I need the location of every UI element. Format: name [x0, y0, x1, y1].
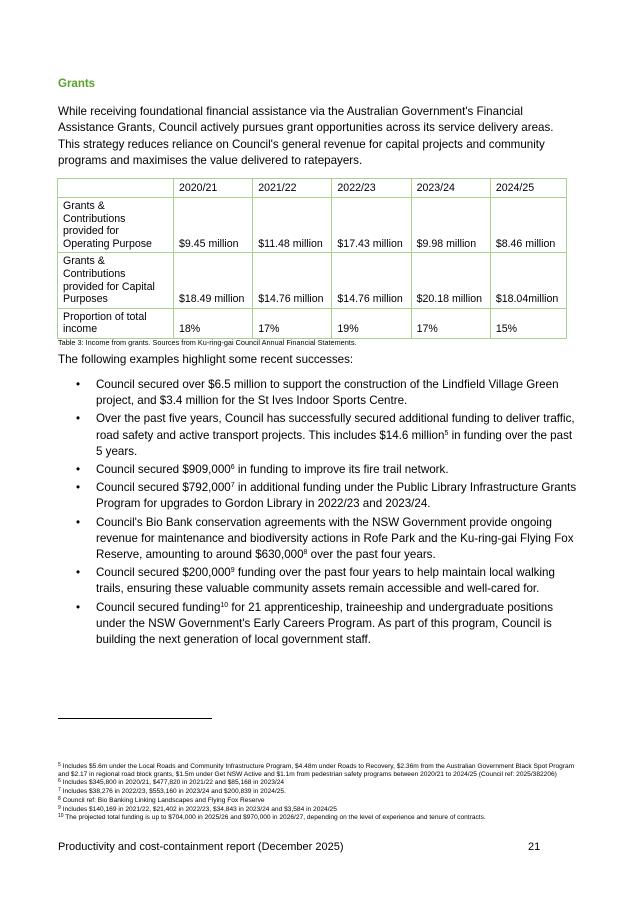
footnote-ref: 9 — [230, 567, 235, 575]
footnote — [58, 762, 576, 778]
footnote-text: Council ref: Bio Banking Linking Landscapes and Flying Fox Reserve — [62, 796, 265, 804]
section-heading: Grants — [58, 78, 96, 90]
table-cell: 18% — [174, 308, 253, 338]
footnote-ref: 7 — [230, 482, 235, 490]
footer-title: Productivity and cost-containment report (December 2025) — [58, 841, 344, 853]
table-header-row — [58, 179, 567, 198]
table-cell: 19% — [332, 308, 411, 338]
grants-table — [57, 178, 567, 339]
footnote — [58, 778, 576, 787]
footnote-number: 6 — [58, 778, 61, 785]
footnote — [58, 796, 576, 805]
list-item — [58, 515, 578, 564]
footnote-divider — [58, 718, 212, 719]
table-cell: 17% — [411, 308, 490, 338]
footnote-ref: 5 — [444, 429, 449, 437]
table-cell: $11.48 million — [253, 198, 332, 253]
table-cell: $9.45 million — [174, 198, 253, 253]
footnotes — [58, 762, 576, 822]
footnote — [58, 787, 576, 796]
table-header-cell: 2022/23 — [332, 179, 411, 198]
table-row — [58, 198, 567, 253]
table-cell: $8.46 million — [490, 198, 566, 253]
list-item — [58, 411, 578, 460]
footnote-ref: 10 — [220, 601, 229, 609]
list-item-text: in additional funding under the Public Library Infrastructure Grants Program for upgrades to Gordon Library in 2022/23 and 2023/24. — [96, 481, 577, 511]
footnote-number: 10 — [58, 813, 64, 820]
intro-paragraph: While receiving foundational financial assistance via the Australian Government's Financial Assistance Grants, Council actively pursues grant opportunities across its service delivery areas. This strategy reduces reliance on Council's general revenue for capital projects and community programs and maximises the value delivered to ratepayers. — [58, 105, 554, 167]
list-item-text: funding over the past four years to help maintain local walking trails, ensuring these valuable community assets remain accessible and well-cared for. — [96, 566, 555, 596]
footnote-number: 7 — [58, 787, 61, 794]
list-item-text: Council secured $792,000 — [96, 481, 231, 495]
footnote-number: 5 — [58, 762, 61, 768]
table-header-cell: 2020/21 — [174, 179, 253, 198]
list-item — [58, 600, 578, 649]
table-cell: 15% — [490, 308, 566, 338]
examples-intro: The following examples highlight some recent successes: — [58, 353, 354, 366]
footnote — [58, 805, 576, 814]
table-row-label: Grants & Contributions provided for Capital Purposes — [58, 253, 174, 308]
table-cell: $18.49 million — [174, 253, 253, 308]
list-item-text: Council secured $200,000 — [96, 566, 231, 580]
table-header-cell: 2021/22 — [253, 179, 332, 198]
table-cell: $14.76 million — [332, 253, 411, 308]
list-item-text: Council secured over $6.5 million to support the construction of the Lindfield Village Green project, and $3.4 million for the St Ives Indoor Sports Centre. — [96, 378, 559, 408]
list-item-text: Over the past five years, Council has successfully secured additional funding to deliver traffic, road safety and active transport projects. This includes $14.6 million — [96, 412, 575, 442]
list-item-text: in funding over the past 5 years. — [96, 428, 573, 458]
table-header-cell: 2023/24 — [411, 179, 490, 198]
list-item-text: Council secured funding — [96, 600, 221, 614]
list-item-text: Council's Bio Bank conservation agreements with the NSW Government provide ongoing revenue for maintenance and biodiversity actions in Rofe Park and the Ku-ring-gai Flying Fox Reserve, amounting to around $630,000 — [96, 515, 574, 562]
table-header-cell: 2024/25 — [490, 179, 566, 198]
footnote-ref: 8 — [303, 549, 308, 557]
footnote-text: Includes $345,800 in 2020/21, $477,820 in 2021/22 and $85,168 in 2023/24 — [62, 779, 285, 787]
table-cell: $18.04million — [490, 253, 566, 308]
footnote-ref: 6 — [230, 464, 235, 472]
list-item — [58, 565, 578, 597]
list-item — [58, 377, 578, 409]
success-list — [58, 377, 578, 650]
list-item-text: Council secured $909,000 — [96, 463, 231, 477]
list-item-text: in funding to improve its fire trail network. — [234, 463, 449, 477]
list-item — [58, 462, 578, 478]
table-cell: $20.18 million — [411, 253, 490, 308]
table-cell: 17% — [253, 308, 332, 338]
footnote-text: Includes $140,169 in 2021/22, $21,402 in 2022/23, $34,843 in 2023/24 and $3,584 in 2024/25 — [62, 805, 337, 813]
table-cell: $14.76 million — [253, 253, 332, 308]
footnote — [58, 813, 576, 822]
table-caption: Table 3: Income from grants. Sources from Ku-ring-gai Council Annual Financial Statements. — [58, 338, 357, 347]
footnote-text: Includes $5.6m under the Local Roads and Community Infrastructure Program, $4.48m under Roads to Recovery, $2.36m from the Australian Government Black Spot Program and $2.17 in regional road block grants, $1.5m under Get NSW Active and $1.1m from pedestrian safety programs between 2020/21 to 2024/25 (Council ref: 2025/382206) — [58, 763, 575, 778]
footnote-number: 8 — [58, 795, 61, 802]
table-header-cell — [58, 179, 174, 198]
table-row-label: Grants & Contributions provided for Operating Purpose — [58, 198, 174, 253]
table-row-label: Proportion of total income — [58, 308, 174, 338]
list-item-text: for 21 apprenticeship, traineeship and undergraduate positions under the NSW Government's Early Careers Program. As part of this program, Council is building the next generation of local government staff. — [96, 600, 554, 647]
footnote-text: Includes $38,276 in 2022/23, $553,160 in 2023/24 and $200,839 in 2024/25. — [62, 788, 286, 796]
table-cell: $17.43 million — [332, 198, 411, 253]
footnote-number: 9 — [58, 804, 61, 811]
footnote-text: The projected total funding is up to $704,000 in 2025/26 and $970,000 in 2026/27, depending on the level of experience and tenure of contracts. — [65, 814, 486, 822]
list-item — [58, 480, 578, 512]
table-row — [58, 253, 567, 308]
list-item-text: over the past four years. — [307, 548, 436, 562]
table-cell: $9.98 million — [411, 198, 490, 253]
table-row — [58, 308, 567, 338]
page-number: 21 — [528, 841, 541, 853]
